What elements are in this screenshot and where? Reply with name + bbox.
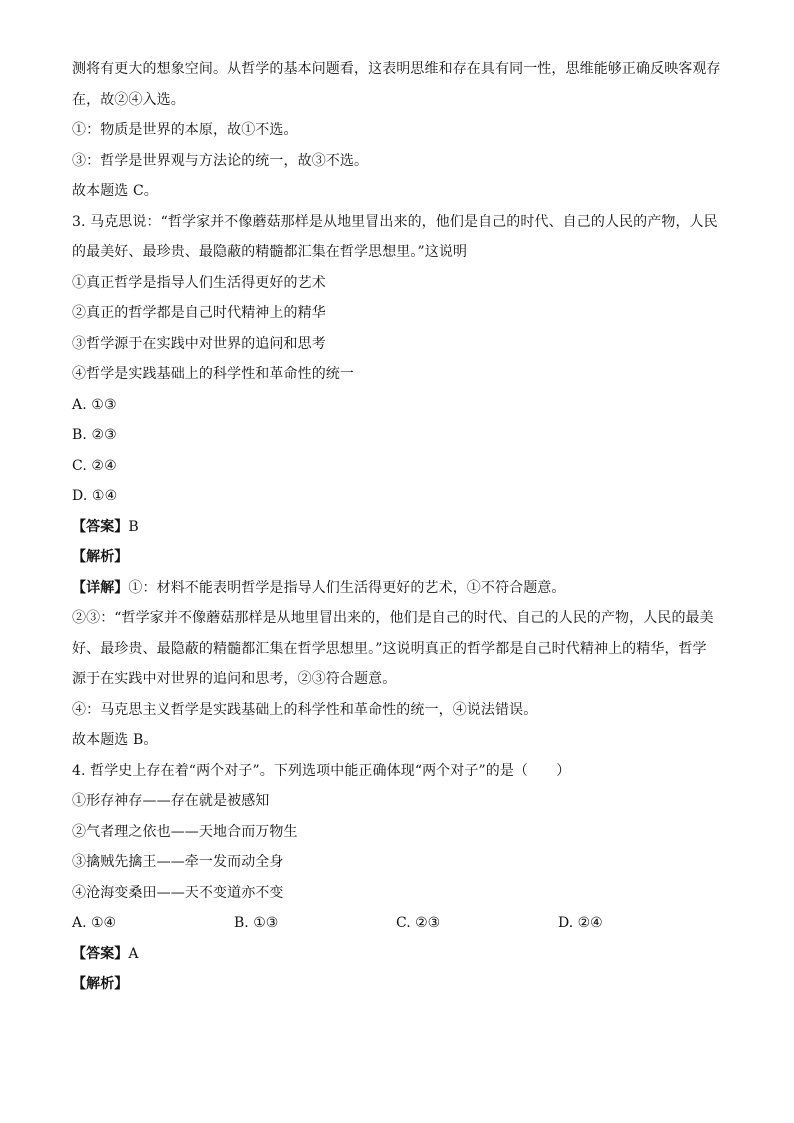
question-3-stem: 3. 马克思说：“哲学家并不像蘑菇那样是从地里冒出来的，他们是自己的时代、自己的人民的产物，人民 xyxy=(72,213,718,230)
conclusion-line: 故本题选 B。 xyxy=(72,732,158,748)
text-line: ③：哲学是世界观与方法论的统一，故③不选。 xyxy=(72,152,369,169)
statement-3: ③擒贼先擒王——牵一发而动全身 xyxy=(72,854,284,870)
option-a: A. ①③ xyxy=(72,396,117,413)
answer-line xyxy=(72,947,722,962)
answer-value: B xyxy=(128,518,139,535)
statement-3: ③哲学源于在实践中对世界的追问和思考 xyxy=(72,335,326,352)
text-line: 在，故②④入选。 xyxy=(72,91,185,108)
answer-tag: 【答案】 xyxy=(72,518,129,535)
detail-line-2: ②③：“哲学家并不像蘑菇那样是从地里冒出来的，他们是自己的时代、自己的人民的产物，人民的最美 xyxy=(72,610,714,626)
option-c: C. ②③ xyxy=(396,915,441,931)
question-3-stem-cont: 的最美好、最珍贵、最隐蔽的精髓都汇集在哲学思想里。”这说明 xyxy=(72,244,468,260)
detail-text: ①：材料不能表明哲学是指导人们生活得更好的艺术，①不符合题意。 xyxy=(128,579,566,596)
answer-tag: 【答案】 xyxy=(72,945,129,962)
statement-1: ①真正哲学是指导人们生活得更好的艺术 xyxy=(72,274,326,291)
option-d: D. ②④ xyxy=(558,915,603,931)
option-a: A. ①④ xyxy=(72,915,117,931)
statement-4: ④沧海变桑田——天不变道亦不变 xyxy=(72,884,284,901)
answer-value: A xyxy=(128,945,139,962)
text-line: ①：物质是世界的本原，故①不选。 xyxy=(72,122,298,138)
analysis-tag: 【解析】 xyxy=(72,976,129,992)
option-c: C. ②④ xyxy=(72,457,117,474)
option-d: D. ①④ xyxy=(72,488,118,504)
option-b: B. ①③ xyxy=(234,915,279,931)
analysis-line xyxy=(72,977,722,992)
document-page xyxy=(72,62,722,1008)
detail-line-4: 源于在实践中对世界的追问和思考，②③符合题意。 xyxy=(72,671,397,687)
text-line: 测将有更大的想象空间。从哲学的基本问题看，这表明思维和存在具有同一性，思维能够正确反映客观存 xyxy=(72,61,721,77)
statement-1: ①形存神存——存在就是被感知 xyxy=(72,793,270,809)
detail-tag: 【详解】 xyxy=(72,579,129,596)
statement-2: ②真正的哲学都是自己时代精神上的精华 xyxy=(72,305,326,321)
detail-line xyxy=(72,581,722,596)
statement-2: ②气者理之依也——天地合而万物生 xyxy=(72,823,298,840)
answer-line xyxy=(72,520,722,535)
options-row xyxy=(72,916,722,931)
statement-4: ④哲学是实践基础上的科学性和革命性的统一 xyxy=(72,366,354,382)
detail-line-3: 好、最珍贵、最隐蔽的精髓都汇集在哲学思想里。”这说明真正的哲学都是自己时代精神上的精华，哲学 xyxy=(72,640,707,657)
conclusion-line: 故本题选 C。 xyxy=(72,183,158,199)
option-b: B. ②③ xyxy=(72,427,117,443)
analysis-line xyxy=(72,550,722,565)
question-4-stem: 4. 哲学史上存在着“两个对子”。下列选项中能正确体现“两个对子”的是（ ） xyxy=(72,762,571,779)
detail-line-5: ④：马克思主义哲学是实践基础上的科学性和革命性的统一，④说法错误。 xyxy=(72,701,538,718)
analysis-tag: 【解析】 xyxy=(72,549,129,565)
